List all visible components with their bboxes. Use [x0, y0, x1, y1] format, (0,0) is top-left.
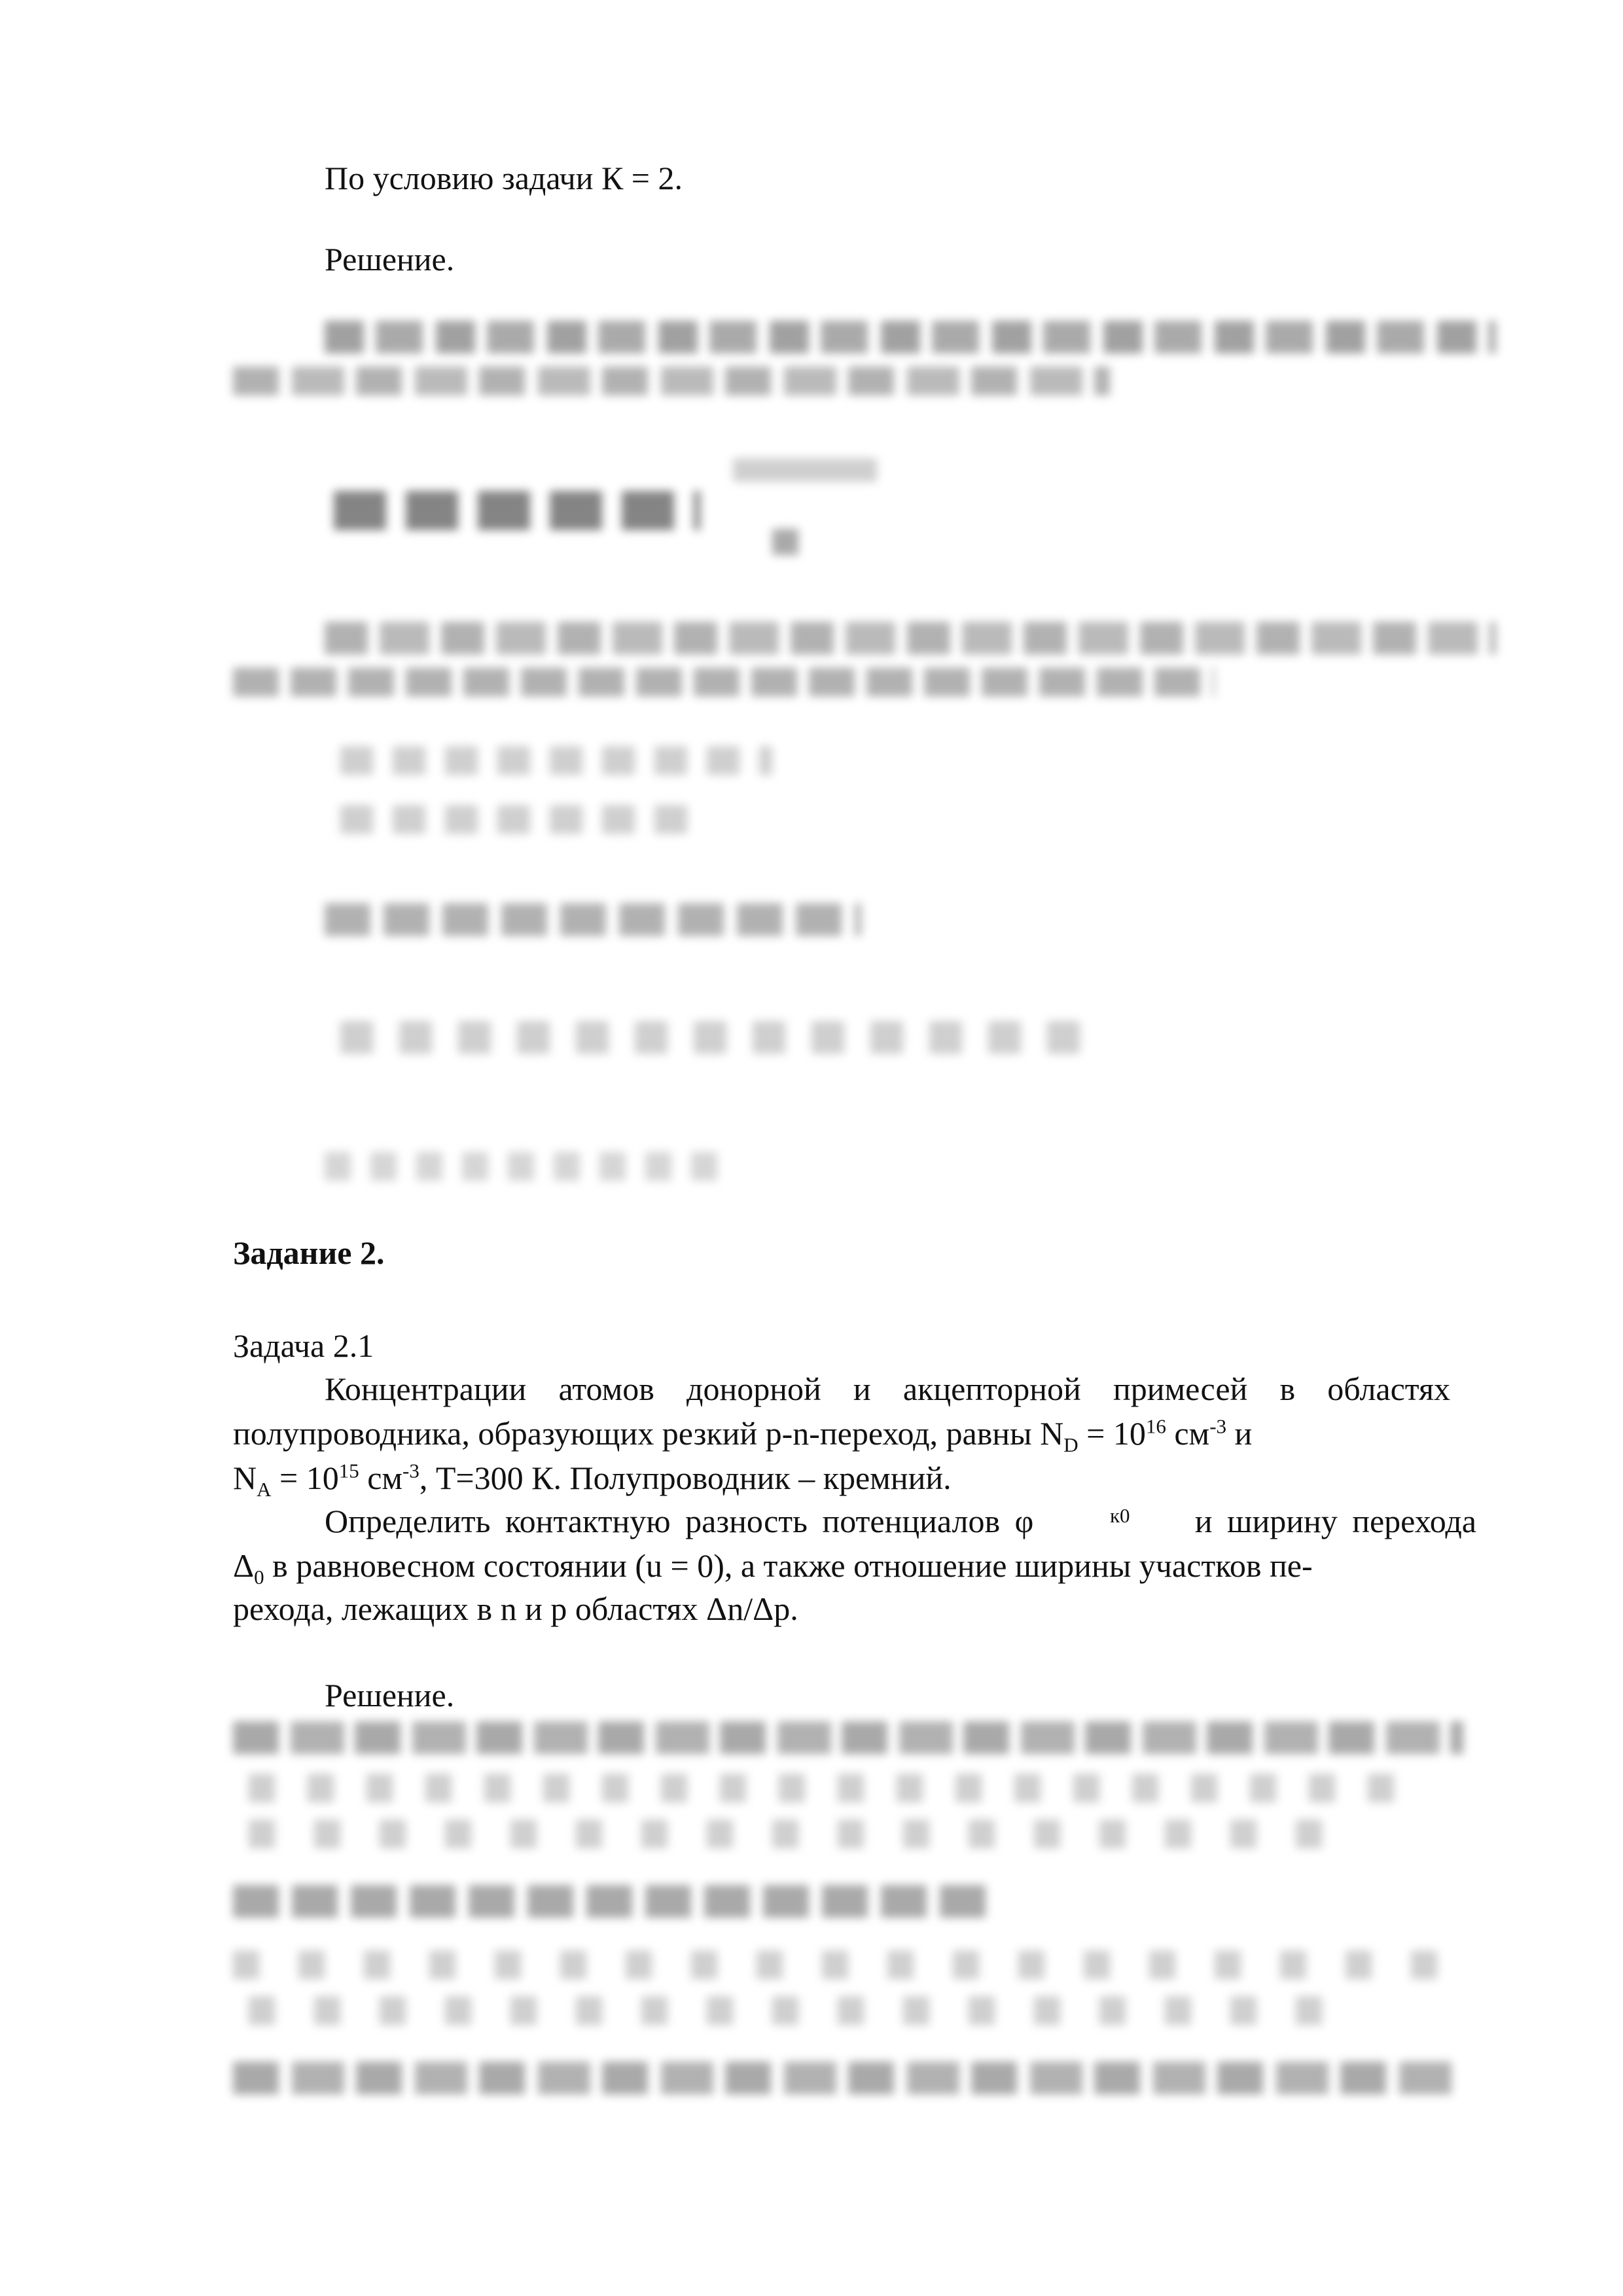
p2-line1-tail: и ширину перехода — [1194, 1503, 1476, 1539]
condition-text: По условию задачи К = 2. — [325, 160, 683, 196]
nd-unit: см — [1174, 1415, 1210, 1452]
task-heading: Задание 2. — [233, 1234, 385, 1271]
p2-line1-text: Определить контактную разность потенциалов φ — [325, 1503, 1034, 1539]
nd-symbol: N — [1040, 1415, 1064, 1452]
problem-line-2-text: полупроводника, образующих резкий p-n-переход, равны — [233, 1415, 1032, 1452]
na-symbol: N — [233, 1460, 257, 1496]
solution-label-bottom: Решение. — [325, 1677, 455, 1713]
na-exponent: 15 — [338, 1459, 359, 1482]
problem-title: Задача 2.1 — [233, 1327, 374, 1364]
na-unit-exponent: -3 — [402, 1459, 419, 1482]
delta-subscript: 0 — [254, 1566, 264, 1588]
problem-paragraph-1-line-2 — [233, 1411, 1252, 1456]
problem-paragraph-2-line-1: Определить контактную разность потенциалов φ к0 и ширину перехода — [325, 1499, 1476, 1543]
problem-paragraph-1-line-1: Концентрации атомов донорной и акцепторной примесей в областях — [325, 1371, 1450, 1407]
problem-paragraph-1-line-3 — [233, 1456, 952, 1500]
nd-unit-exponent: -3 — [1209, 1414, 1227, 1438]
na-equals: = 10 — [279, 1460, 339, 1496]
nd-exponent: 16 — [1145, 1414, 1166, 1438]
nd-equals: = 10 — [1086, 1415, 1146, 1452]
solution-label-top: Решение. — [325, 241, 455, 278]
na-unit: см — [367, 1460, 403, 1496]
nd-subscript: D — [1063, 1433, 1079, 1456]
na-subscript: A — [257, 1478, 272, 1501]
problem-line-3-tail: , T=300 К. Полупроводник – кремний. — [419, 1460, 952, 1496]
problem-paragraph-2-line-2 — [233, 1543, 1313, 1588]
p2-line2-text: в равновесном состоянии (u = 0), а также отношение ширины участков пе- — [272, 1547, 1313, 1584]
problem-paragraph-2-line-3: рехода, лежащих в n и p областях Δn/Δp. — [233, 1590, 798, 1627]
and-word: и — [1234, 1415, 1253, 1452]
delta-symbol: Δ — [233, 1547, 255, 1584]
